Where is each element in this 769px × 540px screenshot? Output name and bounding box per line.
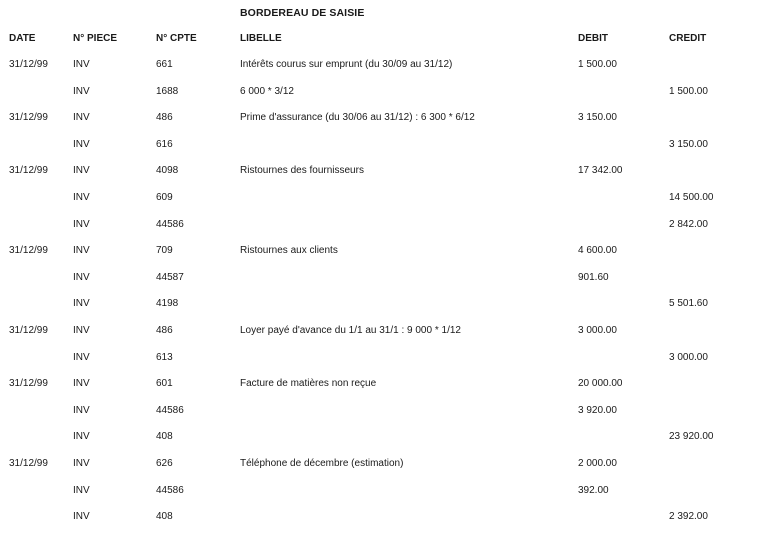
table-row (0, 139, 769, 166)
cell-label: Prime d'assurance (du 30/06 au 31/12) : 6 300 * 6/12 (240, 112, 475, 124)
cell-piece: INV (73, 165, 90, 177)
cell-account: 44586 (156, 484, 184, 496)
cell-date: 31/12/99 (9, 112, 48, 124)
cell-account: 4198 (156, 298, 179, 310)
table-row (0, 165, 769, 192)
cell-piece: INV (73, 138, 90, 150)
cell-account: 626 (156, 457, 173, 469)
table-row (0, 511, 769, 538)
cell-label: Téléphone de décembre (estimation) (240, 457, 404, 469)
cell-piece: INV (73, 218, 90, 230)
cell-credit: 1 500.00 (669, 85, 708, 97)
column-header-label: LIBELLE (240, 33, 282, 44)
cell-credit: 23 920.00 (669, 431, 714, 443)
cell-credit: 5 501.60 (669, 298, 708, 310)
table-row (0, 352, 769, 379)
cell-account: 44587 (156, 271, 184, 283)
cell-account: 44586 (156, 218, 184, 230)
cell-account: 613 (156, 351, 173, 363)
cell-account: 44586 (156, 404, 184, 416)
table-row (0, 458, 769, 485)
cell-piece: INV (73, 298, 90, 310)
cell-label: Intérêts courus sur emprunt (du 30/09 au 31/12) (240, 59, 453, 70)
cell-piece: INV (73, 271, 90, 283)
cell-debit: 3 000.00 (578, 324, 617, 336)
cell-label: Facture de matières non reçue (240, 378, 377, 390)
table-row (0, 405, 769, 432)
cell-piece: INV (73, 484, 90, 496)
cell-debit: 17 342.00 (578, 165, 623, 177)
cell-credit: 3 150.00 (669, 138, 708, 150)
cell-label: 6 000 * 3/12 (240, 85, 294, 97)
cell-piece: INV (73, 378, 90, 390)
cell-debit: 20 000.00 (578, 378, 623, 390)
table-row (0, 325, 769, 352)
cell-piece: INV (73, 404, 90, 416)
table-row (0, 219, 769, 246)
table-row (0, 59, 769, 86)
cell-account: 709 (156, 245, 173, 257)
cell-debit: 4 600.00 (578, 245, 617, 257)
table-row (0, 378, 769, 405)
table-row (0, 431, 769, 458)
cell-piece: INV (73, 431, 90, 443)
column-header-credit: CREDIT (669, 33, 707, 44)
cell-date: 31/12/99 (9, 165, 48, 177)
cell-date: 31/12/99 (9, 378, 48, 390)
table-row (0, 298, 769, 325)
cell-piece: INV (73, 191, 90, 203)
cell-date: 31/12/99 (9, 59, 48, 70)
cell-account: 661 (156, 59, 173, 70)
cell-credit: 3 000.00 (669, 351, 708, 363)
cell-piece: INV (73, 245, 90, 257)
cell-debit: 901.60 (578, 271, 609, 283)
column-header-account: N° CPTE (156, 33, 197, 44)
cell-account: 4098 (156, 165, 179, 177)
cell-date: 31/12/99 (9, 245, 48, 257)
table-row (0, 112, 769, 139)
cell-date: 31/12/99 (9, 457, 48, 469)
table-row (0, 485, 769, 512)
cell-label: Loyer payé d'avance du 1/1 au 31/1 : 9 000 * 1/12 (240, 324, 461, 336)
cell-date: 31/12/99 (9, 324, 48, 336)
cell-label: Ristournes aux clients (240, 245, 338, 257)
cell-piece: INV (73, 511, 90, 523)
cell-account: 601 (156, 378, 173, 390)
cell-account: 408 (156, 511, 173, 523)
cell-account: 1688 (156, 85, 179, 97)
cell-debit: 3 150.00 (578, 112, 617, 124)
cell-account: 616 (156, 138, 173, 150)
cell-piece: INV (73, 324, 90, 336)
cell-piece: INV (73, 457, 90, 469)
table-row (0, 272, 769, 299)
cell-debit: 2 000.00 (578, 457, 617, 469)
cell-debit: 3 920.00 (578, 404, 617, 416)
cell-label: Ristournes des fournisseurs (240, 165, 364, 177)
cell-account: 408 (156, 431, 173, 443)
column-header-date: DATE (9, 33, 36, 44)
cell-piece: INV (73, 112, 90, 124)
cell-credit: 2 392.00 (669, 511, 708, 523)
cell-debit: 1 500.00 (578, 59, 617, 70)
entries-table (0, 59, 769, 538)
column-header-debit: DEBIT (578, 33, 608, 44)
cell-piece: INV (73, 351, 90, 363)
cell-credit: 2 842.00 (669, 218, 708, 230)
cell-credit: 14 500.00 (669, 191, 714, 203)
column-header-piece: N° PIECE (73, 33, 118, 44)
cell-account: 486 (156, 112, 173, 124)
table-row (0, 245, 769, 272)
cell-piece: INV (73, 59, 90, 70)
cell-account: 486 (156, 324, 173, 336)
table-row (0, 86, 769, 113)
cell-piece: INV (73, 85, 90, 97)
cell-debit: 392.00 (578, 484, 609, 496)
page-title: BORDEREAU DE SAISIE (240, 7, 365, 19)
cell-account: 609 (156, 191, 173, 203)
table-row (0, 192, 769, 219)
